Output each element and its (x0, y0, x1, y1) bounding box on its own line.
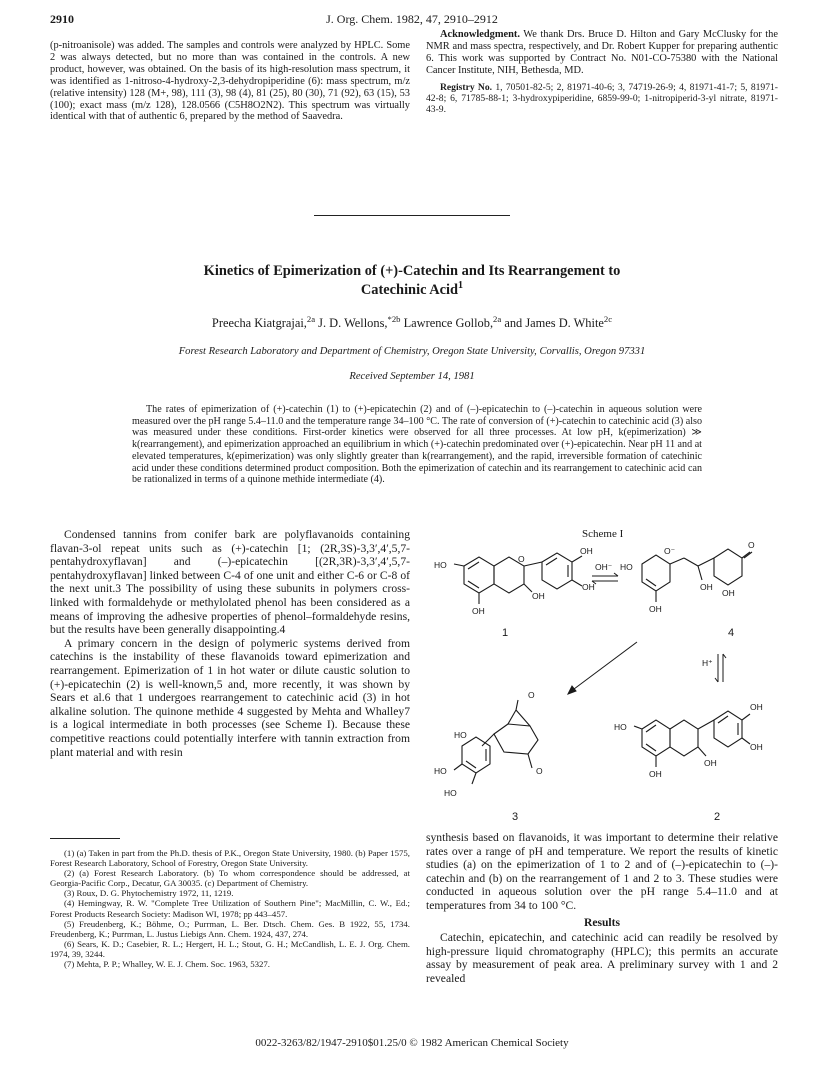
epicatechin-oh-3: OH (704, 758, 717, 768)
scheme-figure (432, 524, 778, 824)
label-compound-1: 1 (502, 627, 509, 639)
article-separator-rule (314, 215, 510, 216)
footnote-1: (1) (a) Taken in part from the Ph.D. thesis of P.K., Oregon State University, 1980. (b) Paper 1575, Forest Research Laboratory, School of Forestry, Oregon State University. (50, 848, 410, 869)
catechin-o: O (518, 554, 525, 564)
author-4: and James D. White (504, 316, 604, 330)
h-plus-reagent: H⁺ (702, 658, 713, 668)
structure-4-quinone-methide (642, 549, 752, 602)
footnote-2: (2) (a) Forest Research Laboratory. (b) To whom correspondence should be addressed, at Georgia-Pacific Corp., Decatur, GA 30035. (c) Department of Chemistry. (50, 868, 410, 889)
acknowledgment-heading: Acknowledgment. (440, 29, 520, 40)
quinone-oh-bottom: OH (649, 604, 662, 614)
epicatechin-oh-top: OH (750, 702, 763, 712)
registry-paragraph (426, 82, 778, 115)
equilibrium-arrow-2 (715, 654, 726, 682)
footnote-6: (6) Sears, K. D.; Casebier, R. L.; Hergert, H. L.; Stout, G. H.; McCandlish, L. E. J. Org. Chem. 1974, 39, 3244. (50, 938, 410, 959)
registry-heading: Registry No. (440, 81, 493, 93)
catechin-ho-left: HO (434, 560, 447, 570)
epicatechin-oh-bottom: OH (649, 769, 662, 779)
structure-2-epicatechin (634, 711, 750, 767)
footnote-rule (50, 838, 120, 839)
arrow-to-catechinic-acid (568, 642, 637, 694)
journal-citation: J. Org. Chem. 1982, 47, 2910–2912 (326, 12, 498, 26)
author-1: Preecha Kiatgrajai, (211, 316, 307, 330)
body-right-column (426, 831, 778, 986)
author-1-mark: 2a (306, 313, 316, 324)
title-footnote-mark: 1 (458, 280, 464, 292)
previous-article-paragraph: (p-nitroanisole) was added. The samples and controls were analyzed by HPLC. Some 2 was always detected, but no more than was contained in the controls. A new product, however, was obtained. On the basis of its high-resolution mass spectrum, it was identified as 1-nitroso-4-hydroxy-2,3-dehydropiperidine (6): mass spectrum, m/z (relative intensity) 128 (M+, 98), 111 (3), 98 (4), 81 (25), 80 (30), 71 (92), 63 (15), 53 (100); exact mass (m/z 128), 128.0566 (C5H8O2N2). This spectrum was virtually identical with that of authentic 6, prepared by the method of Saavedra. (50, 40, 410, 123)
structure-3-catechinic-acid (454, 700, 538, 784)
body-paragraph-1: Condensed tannins from conifer bark are polyflavanoids containing flavan-3-ol repeat units such as (+)-catechin [1; (2R,3S)-3,3′,4′,5,7-pentahydroxyflavan] and (–)-epicatechin [(2R,3R)-3,3′,4′,5,7-pentahydroxyflavan] linked between C-4 of one unit and either C-6 or C-8 of the next unit.3 The possibility of using these subunits in polymers cross-linked with formaldehyde or methylolated phenol has been considered as a means of improving the adhesive properties of phenol–formaldehyde resins, but the results have been generally disappointing.4 (50, 528, 410, 637)
author-2: J. D. Wellons, (318, 316, 388, 330)
oh-minus-reagent: OH⁻ (595, 562, 613, 572)
scheme-title: Scheme I (582, 528, 624, 540)
catechinic-o-right: O (536, 766, 543, 776)
epicatechin-oh-right: OH (750, 742, 763, 752)
previous-article-text (50, 40, 410, 123)
footnote-3: (3) Roux, D. G. Phytochemistry 1972, 11, 1219. (64, 888, 234, 899)
quinone-o-top: O (748, 540, 755, 550)
label-compound-3: 3 (512, 811, 519, 823)
footnote-7: (7) Mehta, P. P.; Whalley, W. E. J. Chem. Soc. 1963, 5327. (64, 959, 270, 970)
quinone-oh-chain: OH (700, 582, 713, 592)
catechin-oh-3: OH (532, 591, 545, 601)
acknowledgment-block (426, 29, 778, 115)
body-paragraph-3: synthesis based on flavanoids, it was important to determine their relative rates over a range of pH and temperature. We report the results of kinetic studies (a) on the epimerization of 1 to 2 and of (–)-epicatechin to (–)-catechin and (b) on the rearrangement of 1 and 2 to 3. These studies were conducted in aqueous solution over the pH range 5.4–11.0 and at temperatures from 34 to 100 °C. (426, 831, 778, 912)
page-footer: 0022-3263/82/1947-2910$01.25/0 © 1982 American Chemical Society (255, 1037, 569, 1049)
author-3-mark: 2a (493, 313, 502, 324)
catechin-oh-bottom: OH (472, 606, 485, 616)
catechinic-o-top: O (528, 690, 535, 700)
abstract: The rates of epimerization of (+)-catechin (1) to (+)-epicatechin (2) and of (–)-epicatechin to (–)-catechin in aqueous solution were measured over the pH range 5.4–11.0 and the temperature range 34–100 °C. The rate of conversion of (+)-catechin to catechinic acid (3) also was measured under these conditions. First-order kinetics were observed for all three processes. At low pH, k(epimerization) ≫ k(rearrangement), and epimerization approached an equilibrium in which (+)-catechin predominated over (+)-epicatechin. Near pH 11 and at elevated temperatures, k(epimerization) was only slightly greater than k(rearrangement), and the rapid, irreversible formation of catechinic acid under these conditions determined product composition. Both the epimerization of catechin and its rearrangement to catechinic acid can be rationalized in terms of a quinone methide intermediate (4). (132, 404, 702, 486)
quinone-ho-left: HO (620, 562, 633, 572)
article-title (90, 262, 734, 300)
acknowledgment-text: We thank Drs. Bruce D. Hilton and Gary McClusky for the NMR and mass spectra, respectively, and Dr. Robert Kupper for preparing authentic 6. This work was supported by Contract No. N01-CO-75380 with the National Cancer Institute, NIH, Bethesda, MD. (426, 29, 778, 76)
catechinic-ho: HO (454, 730, 467, 740)
affiliation: Forest Research Laboratory and Department of Chemistry, Oregon State University, Corvallis, Oregon 97331 (178, 346, 646, 357)
author-3: Lawrence Gollob, (403, 316, 494, 330)
epicatechin-ho: HO (614, 722, 627, 732)
received-date: Received September 14, 1981 (349, 371, 475, 382)
acknowledgment-paragraph (426, 29, 778, 77)
title-line-2 (90, 281, 734, 300)
label-compound-4: 4 (728, 627, 735, 639)
title-line-1: Kinetics of Epimerization of (+)-Catechin and Its Rearrangement to (203, 263, 621, 279)
body-left-column (50, 528, 410, 759)
catechinic-ho-left: HO (434, 766, 447, 776)
body-paragraph-2: A primary concern in the design of polymeric systems derived from catechins is the instability of these flavanoids toward epimerization and rearrangement. Epimerization of 1 in hot water or dilute caustic solution to (+)-epicatechin (2) is well-known,5 and, more recently, it was shown by Sears et al.6 that 1 undergoes rearrangement to catechinic acid (3) in hot alkaline solution. The quinone methide 4 suggested by Mehta and Whalley7 is a logical intermediate in both processes (see Scheme I). Because these competitive reactions could potentially interfere with tannin extraction from plant material and with resin (50, 636, 410, 759)
catechin-oh-right: OH (582, 582, 595, 592)
footnotes (50, 848, 410, 969)
author-list (0, 313, 824, 331)
author-2-mark: *2b (387, 313, 401, 324)
registry-text: 1, 70501-82-5; 2, 81971-40-6; 3, 74719-26-9; 4, 81971-41-7; 5, 81971-42-8; 6, 71785-88-1; 3-hydroxypiperidine, 6859-99-0; 1-nitropiperid-3-yl nitrate, 81971-43-9. (426, 81, 778, 115)
quinone-oh-side: OH (722, 588, 735, 598)
body-paragraph-4: Catechin, epicatechin, and catechinic acid can readily be resolved by high-pressure liquid chromatography (HPLC); this permits an accurate assay by measurement of peak area. A preliminary survey with 1 and 2 revealed (426, 931, 778, 985)
title-line-2-text: Catechinic Acid (360, 282, 459, 298)
results-heading: Results (583, 915, 621, 929)
catechinic-ho-bottom: HO (444, 788, 457, 798)
author-4-mark: 2c (603, 313, 613, 324)
catechin-oh-top: OH (580, 546, 593, 556)
footnote-5: (5) Freudenberg, K.; Böhme, O.; Purrman, L. Ber. Dtsch. Chem. Ges. B 1922, 55, 1734. Freudenberg, K.; Purrman, L. Justus Liebigs Ann. Chem. 1924, 437, 274. (50, 918, 410, 939)
footnote-4: (4) Hemingway, R. W. "Complete Tree Utilization of Southern Pine"; MacMillin, C. W., Ed.; Forest Products Research Society: Madison WI, 1978; pp 443–457. (50, 898, 410, 919)
quinone-o-minus: O⁻ (664, 546, 676, 556)
page-number: 2910 (50, 12, 74, 26)
label-compound-2: 2 (714, 811, 721, 823)
equilibrium-arrow-1 (592, 573, 618, 584)
